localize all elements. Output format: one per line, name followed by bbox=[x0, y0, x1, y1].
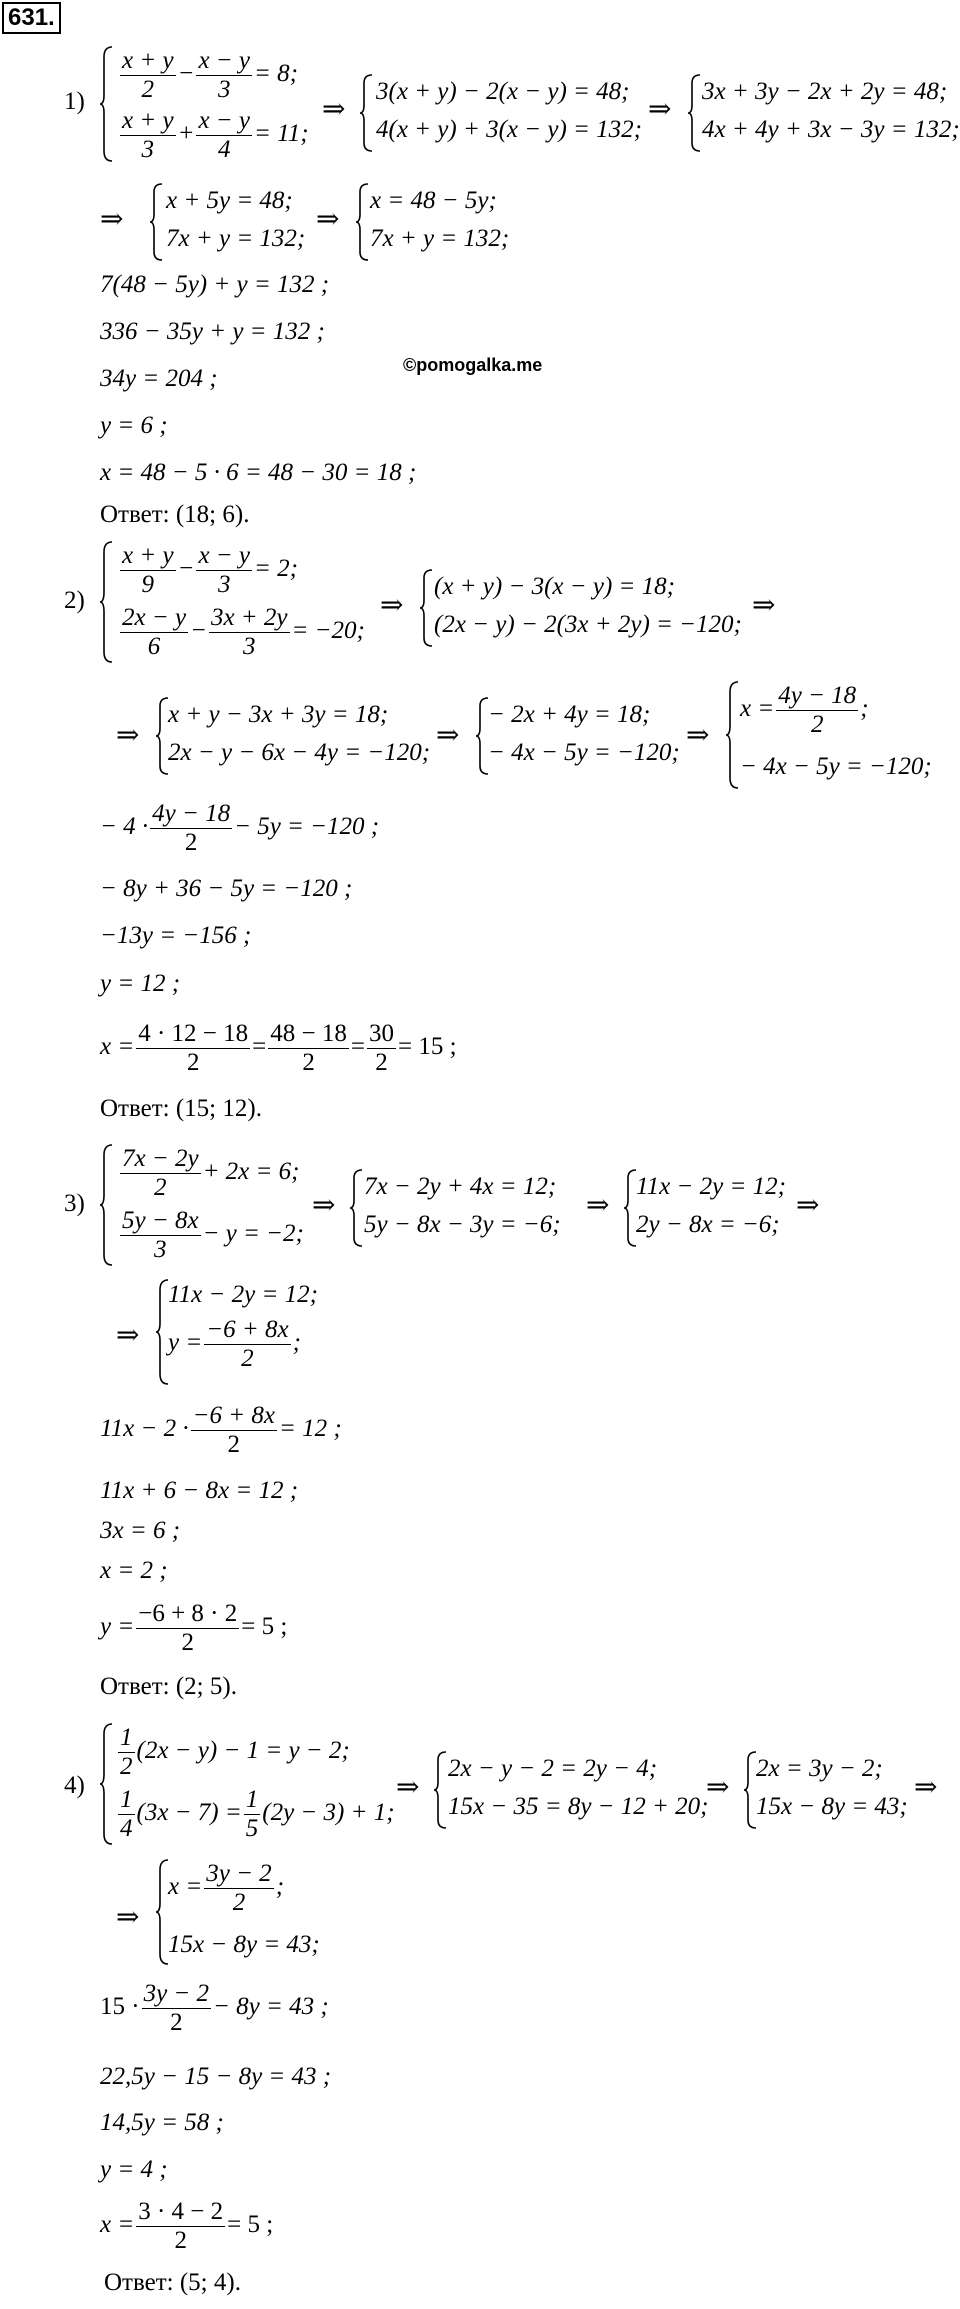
solution-step: 14,5y = 58 ; bbox=[100, 2109, 224, 2136]
p1-system-2 bbox=[360, 73, 650, 153]
solution-step: 3x = 6 ; bbox=[100, 1517, 181, 1544]
equation-row: 2x − y − 6x − 4y = −120; bbox=[168, 739, 431, 766]
problem-2-label: 2) bbox=[64, 587, 85, 614]
solution-step: − 8y + 36 − 5y = −120 ; bbox=[100, 875, 353, 902]
p3-system-3 bbox=[624, 1168, 794, 1248]
answer-4: Ответ: (5; 4). bbox=[104, 2269, 241, 2296]
equation-row: − 4x − 5y = −120; bbox=[740, 753, 932, 780]
equation-row: 4x + 4y + 3x − 3y = 132; bbox=[702, 116, 960, 143]
equation-row: 7x + y = 132; bbox=[166, 225, 306, 252]
equation-row: $\frac{5y - 8x}{3}$ − y = −2; bbox=[122, 1207, 304, 1263]
implies-icon: ⇒ bbox=[796, 1190, 820, 1221]
implies-icon: ⇒ bbox=[914, 1772, 938, 1803]
solution-step: 11x + 6 − 8x = 12 ; bbox=[100, 1477, 299, 1504]
equation-row: 5y − 8x − 3y = −6; bbox=[364, 1211, 561, 1238]
equation-row: 7x − 2y + 4x = 12; bbox=[364, 1173, 557, 1200]
solution-step: 7(48 − 5y) + y = 132 ; bbox=[100, 271, 330, 298]
p4-system-2 bbox=[434, 1750, 709, 1830]
p2-system-1 bbox=[100, 540, 390, 664]
p1-system-4 bbox=[150, 182, 320, 262]
equation-row: 2x = 3y − 2; bbox=[756, 1755, 883, 1782]
solution-step: 15 · $\frac{3y - 2}{2}$ − 8y = 43 ; bbox=[100, 1980, 329, 2036]
problem-4-label: 4) bbox=[64, 1772, 85, 1799]
p2-system-5 bbox=[726, 680, 946, 790]
implies-icon: ⇒ bbox=[380, 590, 404, 621]
answer-1: Ответ: (18; 6). bbox=[100, 501, 250, 528]
equation-row: 2y − 8x = −6; bbox=[636, 1211, 780, 1238]
equation-row: 15x − 8y = 43; bbox=[168, 1931, 320, 1958]
equation-row: 15x − 8y = 43; bbox=[756, 1793, 908, 1820]
implies-icon: ⇒ bbox=[396, 1772, 420, 1803]
solution-step: x = 2 ; bbox=[100, 1557, 168, 1584]
solution-step: y = 12 ; bbox=[100, 970, 181, 997]
brace-icon bbox=[726, 680, 740, 790]
p1-system-3 bbox=[688, 73, 958, 153]
p2-system-4 bbox=[476, 696, 686, 776]
solution-step: y = 6 ; bbox=[100, 412, 168, 439]
equation-row: 3x + 3y − 2x + 2y = 48; bbox=[702, 78, 948, 105]
implies-icon: ⇒ bbox=[686, 720, 710, 751]
implies-icon: ⇒ bbox=[116, 1902, 140, 1933]
solution-step: 34y = 204 ; bbox=[100, 365, 218, 392]
equation-row: $\frac{x + y}{9}$ − $\frac{x - y}{3}$ = 2; bbox=[122, 542, 298, 598]
equation-row: 7x + y = 132; bbox=[370, 225, 510, 252]
p3-system-2 bbox=[350, 1168, 580, 1248]
equation-row: x + 5y = 48; bbox=[166, 187, 293, 214]
equation-row: $\frac{x + y}{2}$ − $\frac{x - y}{3}$ = 8; bbox=[122, 47, 298, 103]
p4-system-1 bbox=[100, 1722, 420, 1846]
brace-icon bbox=[356, 182, 370, 262]
equation-row: x = 48 − 5y; bbox=[370, 187, 497, 214]
equation-row: 11x − 2y = 12; bbox=[636, 1173, 786, 1200]
implies-icon: ⇒ bbox=[436, 720, 460, 751]
equation-row: $\frac{7x - 2y}{2}$ + 2x = 6; bbox=[122, 1145, 300, 1201]
brace-icon bbox=[100, 1722, 114, 1846]
equation-row: 4(x + y) + 3(x − y) = 132; bbox=[376, 116, 642, 143]
p2-system-3 bbox=[156, 696, 436, 776]
equation-row: x = $\frac{4y - 18}{2}$ ; bbox=[740, 682, 869, 738]
brace-icon bbox=[434, 1750, 448, 1830]
solution-step: −13y = −156 ; bbox=[100, 922, 252, 949]
brace-icon bbox=[100, 1143, 114, 1267]
equation-row: − 2x + 4y = 18; bbox=[488, 701, 651, 728]
brace-icon bbox=[100, 540, 114, 664]
implies-icon: ⇒ bbox=[706, 1772, 730, 1803]
p1-system-1 bbox=[100, 45, 330, 163]
p4-system-3 bbox=[744, 1750, 914, 1830]
brace-icon bbox=[420, 568, 434, 648]
equation-row: 11x − 2y = 12; bbox=[168, 1281, 318, 1308]
brace-icon bbox=[360, 73, 374, 153]
solution-step: x = $\frac{3 \cdot 4 - 2}{2}$ = 5 ; bbox=[100, 2198, 274, 2254]
solution-step: 336 − 35y + y = 132 ; bbox=[100, 318, 325, 345]
equation-row: x = $\frac{3y - 2}{2}$ ; bbox=[168, 1860, 285, 1916]
solution-step: y = 4 ; bbox=[100, 2156, 168, 2183]
equation-row: − 4x − 5y = −120; bbox=[488, 739, 680, 766]
problem-3-label: 3) bbox=[64, 1190, 85, 1217]
equation-row: 3(x + y) − 2(x − y) = 48; bbox=[376, 78, 630, 105]
equation-row: $\frac{x + y}{3}$ + $\frac{x - y}{4}$ = 11; bbox=[122, 107, 309, 163]
equation-row: 2x − y − 2 = 2y − 4; bbox=[448, 1755, 658, 1782]
implies-icon: ⇒ bbox=[100, 204, 124, 235]
answer-3: Ответ: (2; 5). bbox=[100, 1673, 237, 1700]
implies-icon: ⇒ bbox=[648, 94, 672, 125]
problem-number: 631. bbox=[2, 2, 61, 34]
p3-system-1 bbox=[100, 1143, 320, 1267]
problem-1-label: 1) bbox=[64, 88, 85, 115]
implies-icon: ⇒ bbox=[322, 94, 346, 125]
equation-row: y = $\frac{-6 + 8x}{2}$ ; bbox=[168, 1316, 301, 1372]
solution-step: x = 48 − 5 · 6 = 48 − 30 = 18 ; bbox=[100, 459, 417, 486]
implies-icon: ⇒ bbox=[312, 1190, 336, 1221]
implies-icon: ⇒ bbox=[586, 1190, 610, 1221]
equation-row: (2x − y) − 2(3x + 2y) = −120; bbox=[434, 611, 742, 638]
solution-step: − 4 · $\frac{4y - 18}{2}$ − 5y = −120 ; bbox=[100, 800, 380, 856]
answer-2: Ответ: (15; 12). bbox=[100, 1095, 262, 1122]
solution-step: 22,5y − 15 − 8y = 43 ; bbox=[100, 2063, 332, 2090]
implies-icon: ⇒ bbox=[116, 720, 140, 751]
p2-system-2 bbox=[420, 568, 750, 648]
solution-step: 11x − 2 · $\frac{-6 + 8x}{2}$ = 12 ; bbox=[100, 1402, 342, 1458]
brace-icon bbox=[150, 182, 164, 262]
p1-system-5 bbox=[356, 182, 546, 262]
watermark: ©pomogalka.me bbox=[403, 355, 543, 375]
p4-system-4 bbox=[156, 1858, 356, 1966]
implies-icon: ⇒ bbox=[116, 1320, 140, 1351]
solution-step: y = $\frac{-6 + 8 \cdot 2}{2}$ = 5 ; bbox=[100, 1600, 288, 1656]
equation-row: $\frac{1}{4}$ (3x − 7) = $\frac{1}{5}$ (2y − 3) + 1; bbox=[120, 1786, 395, 1842]
solution-step: x = $\frac{4 \cdot 12 - 18}{2}$ = $\frac{48 - 18}{2}$ = $\frac{30}{2}$ = 15 ; bbox=[100, 1020, 457, 1076]
equation-row: x + y − 3x + 3y = 18; bbox=[168, 701, 389, 728]
equation-row: (x + y) − 3(x − y) = 18; bbox=[434, 573, 675, 600]
brace-icon bbox=[350, 1168, 364, 1248]
equation-row: $\frac{2x - y}{6}$ − $\frac{3x + 2y}{3}$ = −20; bbox=[122, 604, 365, 660]
implies-icon: ⇒ bbox=[316, 204, 340, 235]
implies-icon: ⇒ bbox=[752, 590, 776, 621]
p3-system-4 bbox=[156, 1278, 356, 1386]
brace-icon bbox=[688, 73, 702, 153]
equation-row: $\frac{1}{2}$ (2x − y) − 1 = y − 2; bbox=[120, 1724, 350, 1780]
equation-row: 15x − 35 = 8y − 12 + 20; bbox=[448, 1793, 709, 1820]
brace-icon bbox=[100, 45, 114, 163]
